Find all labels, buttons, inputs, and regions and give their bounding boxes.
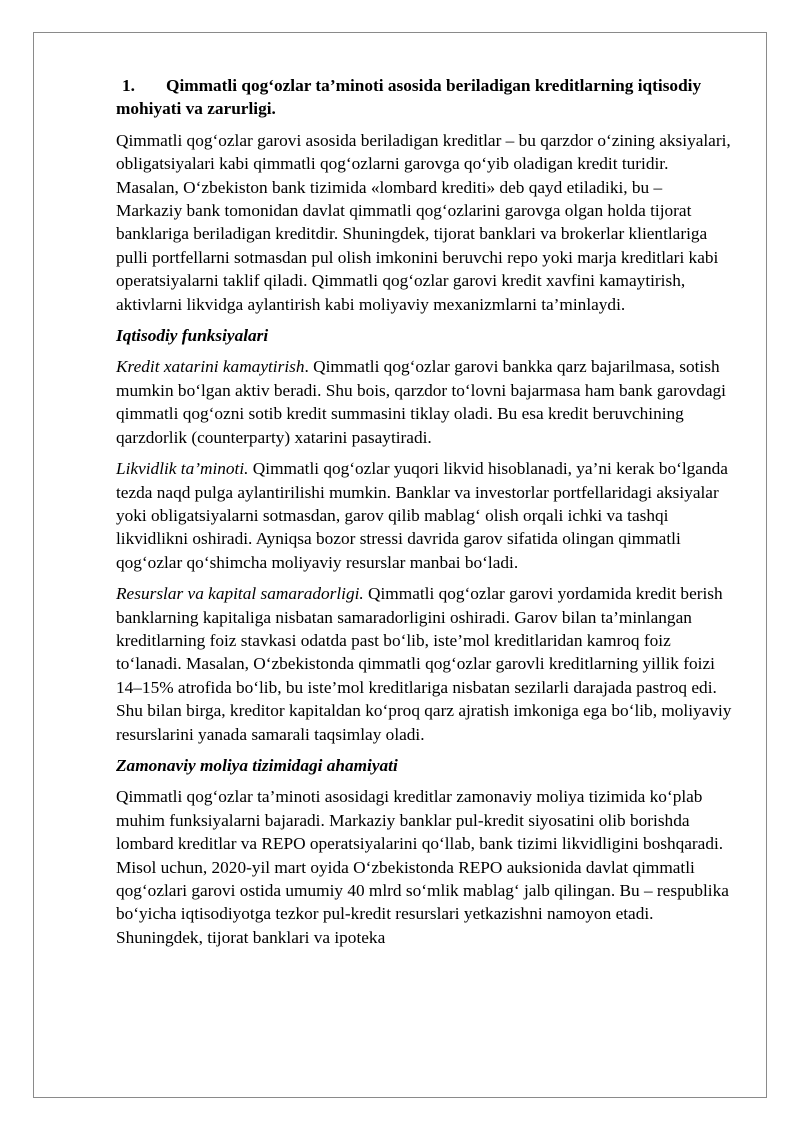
heading-number: 1. (122, 76, 135, 95)
paragraph-liquidity-text: Qimmatli qog‘ozlar yuqori likvid hisoblanadi, ya’ni kerak bo‘lganda tezda naqd pulga aylantirilishi mumkin. Banklar va investorlar portfellaridagi aksiyalar yoki obligatsiyalarni sotmasdan, garov qilib mablag‘ olish orqali ichki va tashqi likvidlikni oshiradi. Ayniqsa bozor stressi davrida garov sifatida olingan qimmatli qog‘ozlar qo‘shimcha moliyaviy resurslar manbai bo‘ladi. (116, 459, 728, 572)
paragraph-modern-importance: Qimmatli qog‘ozlar ta’minoti asosidagi kreditlar zamonaviy moliya tizimida ko‘plab muhim funksiyalarni bajaradi. Markaziy banklar pul-kredit siyosatini olib borishda lombard kreditlar va REPO operatsiyalarini qo‘llab, bank tizimi likvidligini boshqaradi. Misol uchun, 2020-yil mart oyida O‘zbekistonda REPO auksionida davlat qimmatli qog‘ozlari garovi ostida umumiy 40 mlrd so‘mlik mablag‘ jalb qilingan. Bu – respublika bo‘yicha iqtisodiyotga tezkor pul-kredit resurslari yetkazishni namoyon etadi. Shuningdek, tijorat banklari va ipoteka (116, 787, 729, 947)
intro-paragraph: Qimmatli qog‘ozlar garovi asosida beriladigan kreditlar – bu qarzdor o‘zining aksiyalari, obligatsiyalari kabi qimmatli qog‘ozlarni garovga qo‘yib oladigan kredit turidir. Masalan, O‘zbekiston bank tizimida «lombard krediti» deb qayd etiladiki, bu – Markaziy bank tomonidan davlat qimmatli qog‘ozlarini garovga olgan holda tijorat banklariga beriladigan kreditdir. Shuningdek, tijorat banklari va brokerlar klientlariga pulli portfellarni sotmasdan pul olish imkonini beruvchi repo yoki marja kreditlari kabi operatsiyalarni taklif qiladi. Qimmatli qog‘ozlar garovi kredit xavfini kamaytirish, aktivlarni likvidga aylantirish kabi moliyaviy mexanizmlarni ta’minlaydi. (116, 130, 731, 314)
section-heading (116, 74, 732, 121)
paragraph-credit-risk-text: . Qimmatli qog‘ozlar garovi bankka qarz bajarilmasa, sotish mumkin bo‘lgan aktiv beradi. Shu bois, qarzdor to‘lovni bajarmasa ham bank garovdagi qimmatli qog‘ozni sotib kredit summasini tiklay oladi. Bu esa kredit beruvchining qarzdorlik (counterparty) xatarini pasaytiradi. (116, 357, 726, 447)
term-capital-efficiency: Resurslar va kapital samaradorligi. (116, 584, 364, 604)
paragraph-capital-efficiency-text: Qimmatli qog‘ozlar garovi yordamida kredit berish banklarning kapitaliga nisbatan samaradorligini oshiradi. Garov bilan ta’minlangan kreditlarning foiz stavkasi odatda past bo‘lib, iste’mol kreditlaridan kamroq foiz to‘lanadi. Masalan, O‘zbekistonda qimmatli qog‘ozlar garovli kreditlarning yillik foizi 14–15% atrofida bo‘lib, bu iste’mol kreditlariga nisbatan sezilarli darajada pastroq edi. Shu bilan birga, kreditor kapitaldan ko‘proq qarz ajratish imkoniga ega bo‘lib, moliyaviy resurslarini yanada samarali taqsimlay oladi. (116, 584, 732, 744)
paragraph-credit-risk (116, 355, 732, 449)
heading-text: Qimmatli qog‘ozlar ta’minoti asosida beriladigan kreditlarning iqtisodiy mohiyati va zarurligi. (116, 76, 702, 119)
subheading-modern-importance: Zamonaviy moliya tizimidagi ahamiyati (116, 755, 398, 775)
term-liquidity: Likvidlik ta’minoti. (116, 459, 249, 479)
term-credit-risk: Kredit xatarini kamaytirish (116, 357, 305, 377)
paragraph-capital-efficiency (116, 582, 732, 746)
document-body (116, 74, 732, 957)
subheading-economic-functions: Iqtisodiy funksiyalari (116, 326, 269, 346)
paragraph-liquidity (116, 457, 732, 574)
